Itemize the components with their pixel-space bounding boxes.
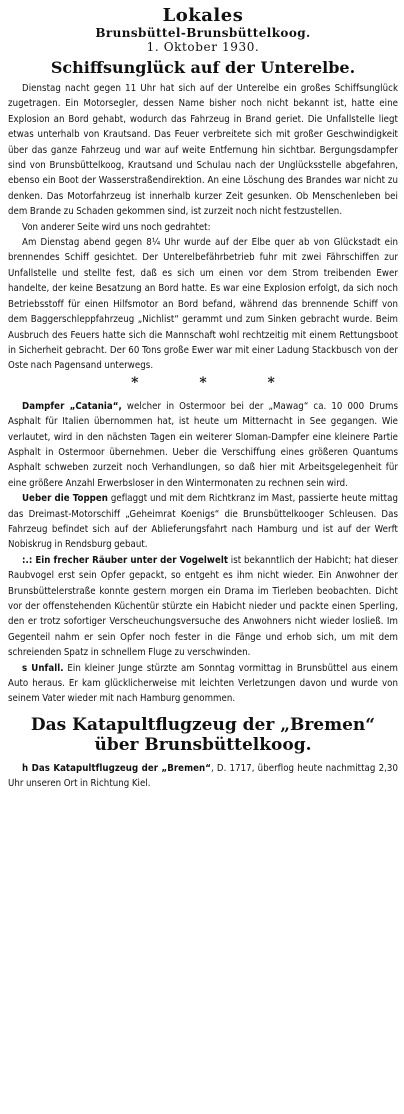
news-item-katapult bbox=[8, 761, 398, 792]
article-headline-schiffsunglueck: Schiffsunglück auf der Unterelbe. bbox=[50, 58, 356, 77]
article-paragraph: Dienstag nacht gegen 11 Uhr hat sich auf der Unterelbe ein großes Schiffsunglück zugetragen. Ein Motorsegler, dessen Name bisher noch nicht bekannt ist, hatte eine Explosion an Bord gehabt, wodurch das Fahrzeug in Brand geriet. Die Unfallstelle liegt etwas unterhalb von Krautsand. Das Feuer verbreitete sich mit großer Geschwindigkeit über das ganze Fahrzeug und war auf weite Entfernung hin sichtbar. Bergungsdampfer sind von Brunsbüttelkoog, Krautsand und Schulau nach der Unglücksstelle abgefahren, ebenso ein Boot der Wasserstraßendirektion. An eine Löschung des Brandes war nicht zu denken. Das Motorfahrzeug ist innerhalb kurzer Zeit gesunken. Ob Menschenleben bei dem Brande zu Schaden gekommen sind, ist zurzeit noch nicht festzustellen. bbox=[8, 83, 398, 218]
news-item-text: , D. 1717, überflog heute nachmittag 2,30 Uhr unseren Ort in Richtung Kiel. bbox=[8, 762, 398, 790]
news-item-catania bbox=[8, 399, 398, 491]
news-item-lead: h Das Katapultflugzeug der „Bremen“ bbox=[22, 762, 211, 774]
news-item-raeuber bbox=[8, 553, 398, 661]
article-paragraph: Am Dienstag abend gegen 8¼ Uhr wurde auf der Elbe quer ab von Glückstadt ein brennendes Schiff gesichtet. Der Unterelbefährbetrieb fuhr mit zwei Fährschiffen zur Unfallstelle und stellte fest, daß es sich um einen vor dem Strom treibenden Ewer handelte, der keine Besatzung an Bord hatte. Es war eine Explosion erfolgt, da sich noch Betriebsstoff für einen Hilfsmotor an Bord befand, während das brennende Schiff von dem Baggerschleppfahrzeug „Nichlist“ gerammt und zum Sinken gebracht wurde. Beim Ausbruch des Feuers hatte sich die Mannschaft wohl rechtzeitig mit einem Rettungsboot in Sicherheit gebracht. Der 60 Tons große Ewer war mit einer Ladung Stackbusch von der Oste nach Pagensand unterwegs. bbox=[8, 237, 398, 372]
article-paragraph: Von anderer Seite wird uns noch gedrahtet: bbox=[22, 221, 211, 233]
news-item-toppen bbox=[8, 491, 398, 553]
section-subhead: Brunsbüttel-Brunsbüttelkoog. bbox=[95, 26, 311, 40]
section-masthead: Lokales bbox=[162, 5, 244, 26]
news-item-lead: Dampfer „Catania“, bbox=[22, 400, 122, 412]
news-item-text: welcher in Ostermoor bei der „Mawag“ ca. 10 000 Drums Asphalt für Italien übernommen hat, ist heute um Mitternacht in See gegangen. Wie verlautet, wird in den nächsten Tagen ein weiterer Sloman-Dampfer eine kleinere Partie Asphalt in Ostermoor übernehmen. Ueber die Verschiffung eines größeren Quantums Asphalt schweben zurzeit noch Verhandlungen, so daß hier mit Arbeitsgelegenheit für eine größere Anzahl Erwerbsloser in den Wintermonaten zu rechnen sein wird. bbox=[8, 400, 398, 489]
news-item-lead: s Unfall. bbox=[22, 662, 64, 674]
separator-asterisks: * * * bbox=[131, 374, 303, 391]
article-subheadline-katapult: über Brunsbüttelkoog. bbox=[94, 734, 312, 755]
news-item-text: geflaggt und mit dem Richtkranz im Mast, passierte heute mittag das Dreimast-Motorschiff „Geheimrat Koenigs“ die Brunsbüttelkooger Schleusen. Das Fahrzeug befindet sich auf der Ablieferungsfahrt nach Hamburg und ist auf der Werft Nobiskrug in Rendsburg gebaut. bbox=[8, 493, 398, 551]
news-item-text: ist bekanntlich der Habicht; hat dieser Raubvogel erst sein Opfer gepackt, so entgeht es ihm nicht wieder. Ein Anwohner der Brunsbüttelerstraße konnte gestern morgen ein Drama im Tierleben beobachten. Dicht vor der offenstehenden Küchentür stürzte ein Habicht nieder und packte einen Sperling, den er trotz sofortiger Verscheuchungsversuche des Anwohners nicht wieder losließ. Im Gegenteil nahm er sein Opfer noch fester in die Fänge und erhob sich, um mit dem schreienden Spatz in schnellem Fluge zu verschwinden. bbox=[8, 554, 398, 659]
article-headline-katapult: Das Katapultflugzeug der „Bremen“ bbox=[30, 714, 376, 735]
news-item-lead: :.: Ein frecher Räuber unter der Vogelwelt bbox=[22, 554, 229, 566]
news-item-unfall bbox=[8, 661, 398, 707]
news-item-lead: Ueber die Toppen bbox=[22, 493, 108, 505]
news-item-text: Ein kleiner Junge stürzte am Sonntag vormittag in Brunsbüttel aus einem Auto heraus. Er kam glücklicherweise mit leichten Verletzungen davon und wurde von seinem Vater wieder mit nach Hamburg genommen. bbox=[8, 662, 398, 705]
dateline: 1. Oktober 1930. bbox=[146, 40, 260, 54]
